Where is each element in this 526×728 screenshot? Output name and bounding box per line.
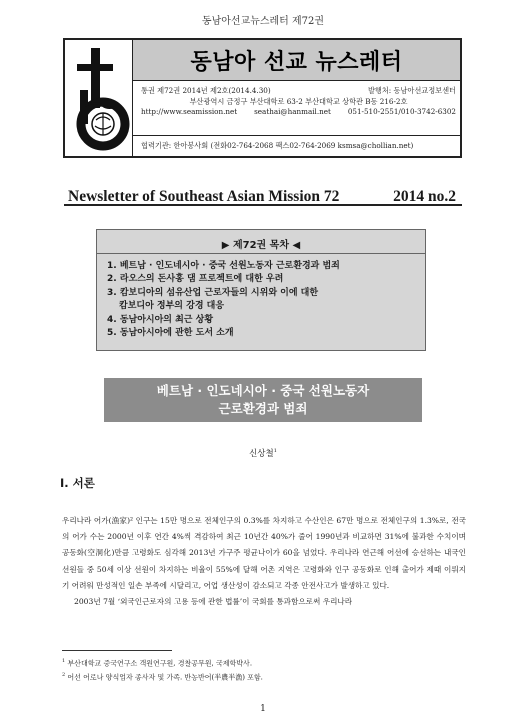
masthead-divider bbox=[133, 135, 460, 136]
cross-globe-logo-icon bbox=[65, 40, 133, 156]
article-title-line: 베트남 · 인도네시아 · 중국 선원노동자 bbox=[156, 383, 370, 398]
publication-info bbox=[141, 86, 456, 118]
body-paragraph: 2003년 7월 ‘외국인근로자의 고용 등에 관한 법률’이 국회를 통과함으로써 우리나라 bbox=[74, 597, 353, 607]
footnote bbox=[62, 655, 466, 669]
footnote-text: 부산대학교 중국연구소 객원연구원, 경찰공무원, 국제학박사. bbox=[67, 659, 253, 668]
article-title-banner bbox=[104, 378, 422, 422]
cooperation-info: 협력기관: 한아봉사회 (전화02-764-2068 팩스02-764-2069 ksmsa@chollian.net) bbox=[141, 141, 414, 150]
english-title bbox=[64, 188, 462, 206]
newsletter-title-box bbox=[133, 40, 460, 81]
toc-item[interactable] bbox=[107, 287, 340, 314]
address-info: 부산광역시 금정구 부산대학로 63-2 부산대학교 상학관 B동 216-2호 bbox=[189, 96, 408, 106]
email-link[interactable]: seathai@hanmail.net bbox=[254, 107, 331, 116]
toc-item-continuation: 캄보디아 정부의 강경 대응 bbox=[119, 301, 225, 312]
author-footnote-ref: 1 bbox=[273, 448, 277, 455]
toc-item-text: 3. 캄보디아의 섬유산업 근로자들의 시위와 이에 대한 bbox=[107, 287, 319, 298]
section-heading: Ⅰ. 서론 bbox=[60, 476, 95, 490]
footnote bbox=[62, 669, 466, 683]
issue-info: 통권 제72권 2014년 제2호(2014.4.30) bbox=[141, 86, 271, 95]
english-title-name: Newsletter of Southeast Asian Mission 72 bbox=[68, 188, 340, 205]
author-text: 신상철 bbox=[249, 449, 274, 459]
article-title-line: 근로환경과 범죄 bbox=[218, 401, 308, 416]
table-of-contents bbox=[96, 229, 426, 351]
toc-item[interactable]: 2. 라오스의 돈사홍 댐 프로젝트에 대한 우려 bbox=[107, 274, 284, 285]
footnotes bbox=[62, 655, 466, 684]
footnote-divider bbox=[62, 650, 172, 651]
footnote-text: 어선 어로나 양식업자 종사자 및 가족. 반농반어(半農半漁) 포함. bbox=[67, 673, 263, 682]
toc-item[interactable]: 1. 베트남 · 인도네시아 · 중국 선원노동자 근로환경과 범죄 bbox=[107, 261, 340, 271]
masthead bbox=[63, 38, 462, 158]
article-body bbox=[62, 513, 466, 610]
toc-list bbox=[107, 260, 340, 340]
mission-logo bbox=[65, 40, 133, 156]
toc-divider bbox=[97, 253, 425, 254]
author-name bbox=[0, 447, 526, 459]
website-link[interactable]: http://www.seamission.net bbox=[141, 107, 238, 116]
toc-title: ▶ 제72권 목차 ◀ bbox=[221, 240, 301, 251]
toc-item[interactable]: 4. 동남아시아의 최근 상황 bbox=[107, 314, 214, 325]
newsletter-title: 동남아 선교 뉴스레터 bbox=[190, 49, 403, 75]
toc-item[interactable]: 5. 동남아시아에 관한 도서 소개 bbox=[107, 328, 234, 339]
body-paragraph: 우리나라 어가(漁家)² 인구는 15만 명으로 전체인구의 0.3%를 차지하고 수산인은 67만 명으로 전체인구의 1.3%로, 전국의 어가 수는 2000년 이후 연간 4%씩 격감하여 최근 10년간 40%가 줄어 1990년과 비교하면 31%에 불과한 수치이며 공동화(空洞化)만큼 고령화도 심각해 2013년 가구주 평균나이가 60을 넘었다. 우리나라 연근해 어선에 승선하는 내국인 선원들 중 50세 이상 선원이 차지하는 비율이 55%에 달해 어촌 지역은 고령화와 인구 공동화로 인해 출어가 제때 이뤄지기 어려워 만성적인 일손 부족에 시달리고, 어업 생산성이 감소되고 각종 안전사고가 발생하고 있다. bbox=[62, 516, 466, 590]
footnote-number: 1 bbox=[62, 658, 66, 664]
english-title-issue: 2014 no.2 bbox=[393, 188, 456, 205]
page-header: 동남아선교뉴스레터 제72권 bbox=[201, 16, 325, 27]
page-number: 1 bbox=[260, 704, 266, 714]
phone-info: 051-510-2551/010-3742-6302 bbox=[347, 107, 456, 116]
publisher-info: 발행처: 동남아선교정보센터 bbox=[367, 86, 456, 95]
footnote-number: 2 bbox=[62, 672, 66, 679]
